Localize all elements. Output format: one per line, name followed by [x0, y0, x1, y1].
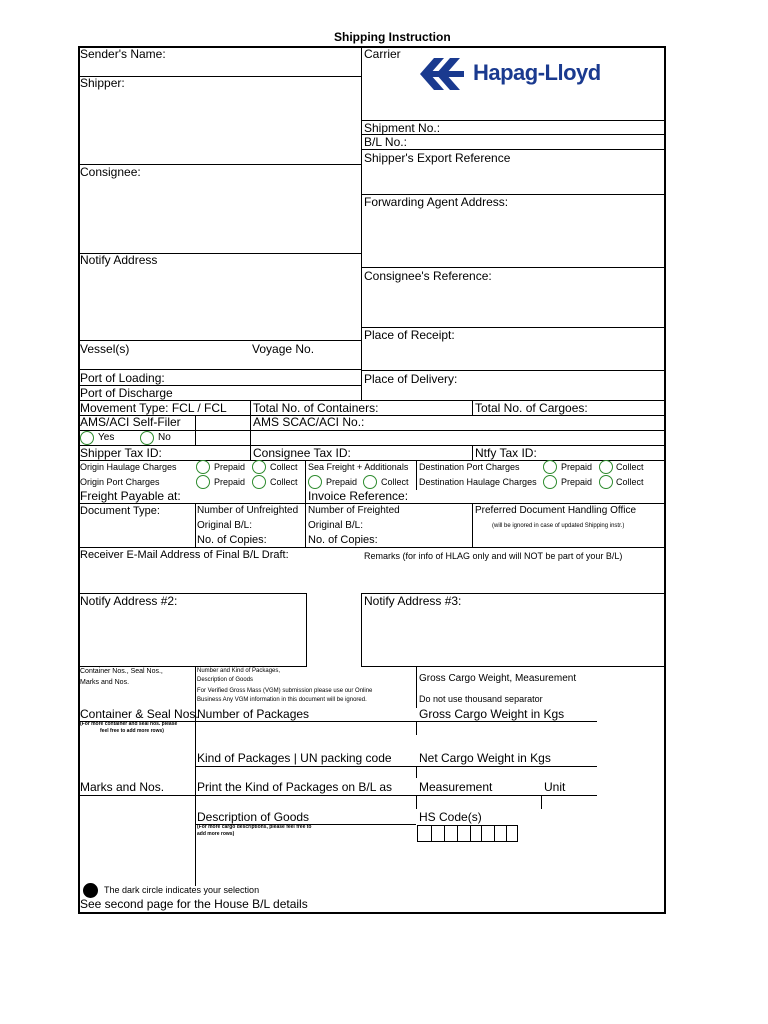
- no-label: No: [158, 432, 171, 443]
- prepaid-label: Prepaid: [561, 462, 593, 472]
- number-of-packages-label: Number of Packages: [197, 707, 310, 721]
- sea-freight-label: Sea Freight + Additionals: [308, 462, 409, 472]
- number-freighted-label: Number of Freighted: [308, 505, 400, 516]
- kind-header-1: Number and Kind of Packages,: [197, 668, 281, 674]
- collect-label: Collect: [270, 462, 298, 472]
- port-of-discharge-label: Port of Discharge: [80, 386, 173, 400]
- collect-label: Collect: [616, 462, 644, 472]
- kind-header-4: Business Any VGM information in this document will be ignored.: [197, 697, 367, 703]
- origin-haulage-collect-radio[interactable]: [252, 460, 266, 474]
- invoice-reference-label: Invoice Reference:: [308, 489, 409, 503]
- destination-haulage-label: Destination Haulage Charges: [419, 477, 537, 487]
- total-containers-label: Total No. of Containers:: [253, 401, 379, 415]
- preferred-office-note: (will be ignored in case of updated Shipping instr.): [492, 523, 625, 529]
- more-description-note-2: add more rows): [197, 831, 235, 837]
- forwarding-agent-label: Forwarding Agent Address:: [364, 195, 509, 209]
- hs-codes-label: HS Code(s): [419, 810, 482, 824]
- container-nos-header-1: Container Nos., Seal Nos.,: [80, 668, 163, 675]
- prepaid-label: Prepaid: [214, 462, 246, 472]
- notify-address-label: Notify Address: [80, 253, 158, 267]
- prepaid-label: Prepaid: [326, 477, 358, 487]
- dark-circle-icon: [83, 883, 98, 898]
- place-of-receipt-label: Place of Receipt:: [364, 328, 455, 342]
- remarks-label: Remarks (for info of HLAG only and will NOT be part of your B/L): [364, 551, 623, 561]
- gross-weight-header: Gross Cargo Weight, Measurement: [419, 673, 577, 684]
- hs-code-input[interactable]: [417, 825, 518, 842]
- hapag-lloyd-logo-icon: [420, 58, 466, 90]
- prepaid-label: Prepaid: [561, 477, 593, 487]
- container-seal-nos-label: Container & Seal Nos.: [80, 707, 199, 721]
- logo-text: Hapag-Lloyd: [473, 60, 601, 85]
- notify-address-2-label: Notify Address #2:: [80, 594, 178, 608]
- collect-label: Collect: [616, 477, 644, 487]
- kind-header-3: For Verified Gross Mass (VGM) submission please use our Online: [197, 688, 373, 694]
- ams-self-filer-label: AMS/ACI Self-Filer: [80, 415, 181, 429]
- destination-port-label: Destination Port Charges: [419, 462, 520, 472]
- origin-port-prepaid-radio[interactable]: [196, 475, 210, 489]
- collect-label: Collect: [270, 477, 298, 487]
- movement-type-label: Movement Type: FCL / FCL: [80, 401, 227, 415]
- freight-payable-label: Freight Payable at:: [80, 489, 181, 503]
- no-of-copies-label: No. of Copies:: [308, 534, 378, 546]
- gross-weight-kgs-label: Gross Cargo Weight in Kgs: [419, 707, 565, 721]
- voyage-no-label: Voyage No.: [252, 342, 315, 356]
- shipper-tax-id-label: Shipper Tax ID:: [80, 446, 162, 460]
- no-of-copies-label: No. of Copies:: [197, 534, 267, 546]
- bl-no-label: B/L No.:: [364, 135, 407, 149]
- kind-header-2: Description of Goods: [197, 677, 254, 683]
- measurement-label: Measurement: [419, 780, 493, 794]
- total-cargoes-label: Total No. of Cargoes:: [475, 401, 588, 415]
- consignee-tax-id-label: Consignee Tax ID:: [253, 446, 351, 460]
- number-unfreighted-label: Number of Unfreighted: [197, 505, 299, 516]
- original-bl-label: Original B/L:: [197, 520, 253, 531]
- description-of-goods-label: Description of Goods: [197, 810, 310, 824]
- shippers-export-reference-label: Shipper's Export Reference: [364, 151, 511, 165]
- more-container-note-1: (For more container and seal nos. please: [80, 721, 178, 727]
- ams-scac-label: AMS SCAC/ACI No.:: [253, 415, 365, 429]
- notify-address-3-label: Notify Address #3:: [364, 594, 462, 608]
- vessel-label: Vessel(s): [80, 342, 130, 356]
- hapag-lloyd-logo: [418, 58, 618, 92]
- ntfy-tax-id-label: Ntfy Tax ID:: [475, 446, 537, 460]
- place-of-delivery-label: Place of Delivery:: [364, 372, 458, 386]
- receiver-email-label: Receiver E-Mail Address of Final B/L Draft:: [80, 549, 289, 561]
- container-nos-header-2: Marks and Nos.: [80, 679, 130, 686]
- collect-label: Collect: [381, 477, 409, 487]
- destination-port-collect-radio[interactable]: [599, 460, 613, 474]
- dark-circle-note: The dark circle indicates your selection: [104, 885, 260, 895]
- origin-haulage-label: Origin Haulage Charges: [80, 462, 177, 472]
- destination-haulage-collect-radio[interactable]: [599, 475, 613, 489]
- senders-name-label: Sender's Name:: [80, 47, 166, 61]
- net-weight-kgs-label: Net Cargo Weight in Kgs: [419, 751, 551, 765]
- column-divider: [361, 46, 362, 401]
- kind-un-code-label: Kind of Packages | UN packing code: [197, 751, 392, 765]
- port-of-loading-label: Port of Loading:: [80, 371, 165, 385]
- marks-and-nos-label: Marks and Nos.: [80, 780, 165, 794]
- yes-label: Yes: [98, 432, 115, 443]
- carrier-label: Carrier: [364, 47, 401, 61]
- unit-label: Unit: [544, 780, 566, 794]
- second-page-note: See second page for the House B/L details: [80, 897, 308, 911]
- sea-freight-prepaid-radio[interactable]: [308, 475, 322, 489]
- origin-port-collect-radio[interactable]: [252, 475, 266, 489]
- origin-port-label: Origin Port Charges: [80, 477, 160, 487]
- original-bl-label: Original B/L:: [308, 520, 364, 531]
- destination-haulage-prepaid-radio[interactable]: [543, 475, 557, 489]
- yes-radio[interactable]: [80, 431, 94, 445]
- no-thousand-separator-note: Do not use thousand separator: [419, 694, 543, 704]
- consignees-reference-label: Consignee's Reference:: [364, 269, 492, 283]
- consignee-label: Consignee:: [80, 165, 141, 179]
- shipment-no-label: Shipment No.:: [364, 121, 441, 135]
- document-type-label: Document Type:: [80, 505, 160, 517]
- page-title: Shipping Instruction: [334, 30, 451, 44]
- no-radio[interactable]: [140, 431, 154, 445]
- shipper-label: Shipper:: [80, 76, 125, 90]
- preferred-office-label: Preferred Document Handling Office: [475, 505, 637, 516]
- print-kind-label: Print the Kind of Packages on B/L as: [197, 780, 393, 794]
- prepaid-label: Prepaid: [214, 477, 246, 487]
- more-container-note-2: feel free to add more rows): [100, 728, 164, 734]
- sea-freight-collect-radio[interactable]: [363, 475, 377, 489]
- destination-port-prepaid-radio[interactable]: [543, 460, 557, 474]
- origin-haulage-prepaid-radio[interactable]: [196, 460, 210, 474]
- more-description-note-1: (For more cargo descriptions, please feel free to: [197, 824, 312, 830]
